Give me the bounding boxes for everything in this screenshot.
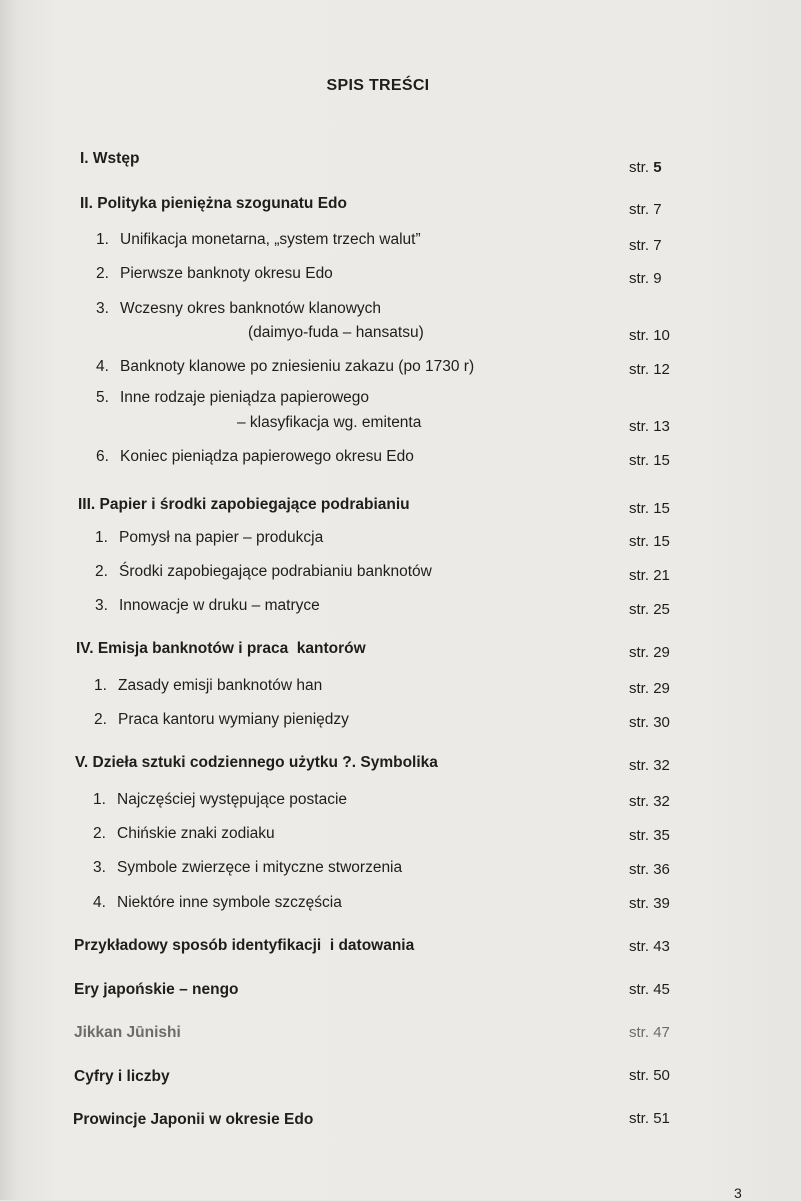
toc-entry-3: 1. Unifikacja monetarna, „system trzech walut” — [96, 231, 421, 248]
toc-page-3: str. 7 — [629, 237, 662, 254]
toc-entry-12: 3. Innowacje w druku – matryce — [95, 597, 320, 614]
toc-entry-24: Cyfry i liczby — [74, 1068, 170, 1085]
toc-page-21: str. 43 — [629, 938, 670, 955]
toc-entry-6: 4. Banknoty klanowe po zniesieniu zakazu (po 1730 r) — [96, 358, 475, 375]
toc-entry-17: 1. Najczęściej występujące postacie — [93, 791, 348, 808]
toc-page-1: str. 5 — [629, 159, 662, 176]
toc-page-19: str. 36 — [629, 861, 670, 878]
toc-entry-2: II. Polityka pieniężna szogunatu Edo — [80, 195, 347, 212]
toc-entry-19: 3. Symbole zwierzęce i mityczne stworzenia — [93, 859, 403, 876]
toc-page-23: str. 47 — [629, 1024, 670, 1041]
toc-page-25: str. 51 — [629, 1110, 670, 1127]
toc-page-15: str. 30 — [629, 714, 670, 731]
toc-page-17: str. 32 — [629, 793, 670, 810]
toc-page-7: str. 13 — [629, 418, 670, 435]
toc-entry-10: 1. Pomysł na papier – produkcja — [95, 529, 324, 546]
toc-entry-22: Ery japońskie – nengo — [74, 981, 239, 998]
toc-page-16: str. 32 — [629, 757, 670, 774]
toc-page-13: str. 29 — [629, 644, 670, 661]
toc-entry-18: 2. Chińskie znaki zodiaku — [93, 825, 275, 842]
toc-entry-1: I. Wstęp — [80, 150, 140, 167]
toc-page-9: str. 15 — [629, 500, 670, 517]
toc-entry-4: 2. Pierwsze banknoty okresu Edo — [96, 265, 333, 282]
toc-page-11: str. 21 — [629, 567, 670, 584]
toc-page-24: str. 50 — [629, 1067, 670, 1084]
toc-page-22: str. 45 — [629, 981, 670, 998]
toc-entry-23: Jikkan Jūnishi — [74, 1024, 181, 1041]
toc-entry-15: 2. Praca kantoru wymiany pieniędzy — [94, 711, 349, 728]
toc-entry-16: V. Dzieła sztuki codziennego użytku ?. Symbolika — [75, 754, 438, 771]
toc-entry-25: Prowincje Japonii w okresie Edo — [73, 1111, 314, 1128]
toc-entry-20: 4. Niektóre inne symbole szczęścia — [93, 894, 342, 911]
toc-title: SPIS TREŚCI — [326, 77, 430, 94]
toc-entry-9: III. Papier i środki zapobiegające podrabianiu — [78, 496, 410, 513]
toc-page-10: str. 15 — [629, 533, 670, 550]
toc-entry-7: 5. Inne rodzaje pieniądza papierowego — [96, 389, 370, 406]
toc-entry-14: 1. Zasady emisji banknotów han — [94, 677, 323, 694]
toc-page-20: str. 39 — [629, 895, 670, 912]
toc-page-18: str. 35 — [629, 827, 670, 844]
toc-page-6: str. 12 — [629, 361, 670, 378]
toc-entry-13: IV. Emisja banknotów i praca kantorów — [76, 640, 366, 657]
toc-entry-7-line-2: – klasyfikacja wg. emitenta — [237, 414, 422, 431]
toc-page-5: str. 10 — [629, 327, 670, 344]
toc-entry-5-line-2: (daimyo-fuda – hansatsu) — [248, 324, 424, 341]
toc-entry-5: 3. Wczesny okres banknotów klanowych — [96, 300, 382, 317]
toc-entry-21: Przykładowy sposób identyfikacji i datowania — [74, 937, 415, 954]
toc-page-12: str. 25 — [629, 601, 670, 618]
toc-page-14: str. 29 — [629, 680, 670, 697]
toc-page-2: str. 7 — [629, 201, 662, 218]
page-number: 3 — [734, 1185, 742, 1201]
toc-entry-11: 2. Środki zapobiegające podrabianiu banknotów — [95, 563, 432, 580]
toc-entry-8: 6. Koniec pieniądza papierowego okresu Edo — [96, 448, 414, 465]
toc-page-4: str. 9 — [629, 270, 662, 287]
toc-page-8: str. 15 — [629, 452, 670, 469]
